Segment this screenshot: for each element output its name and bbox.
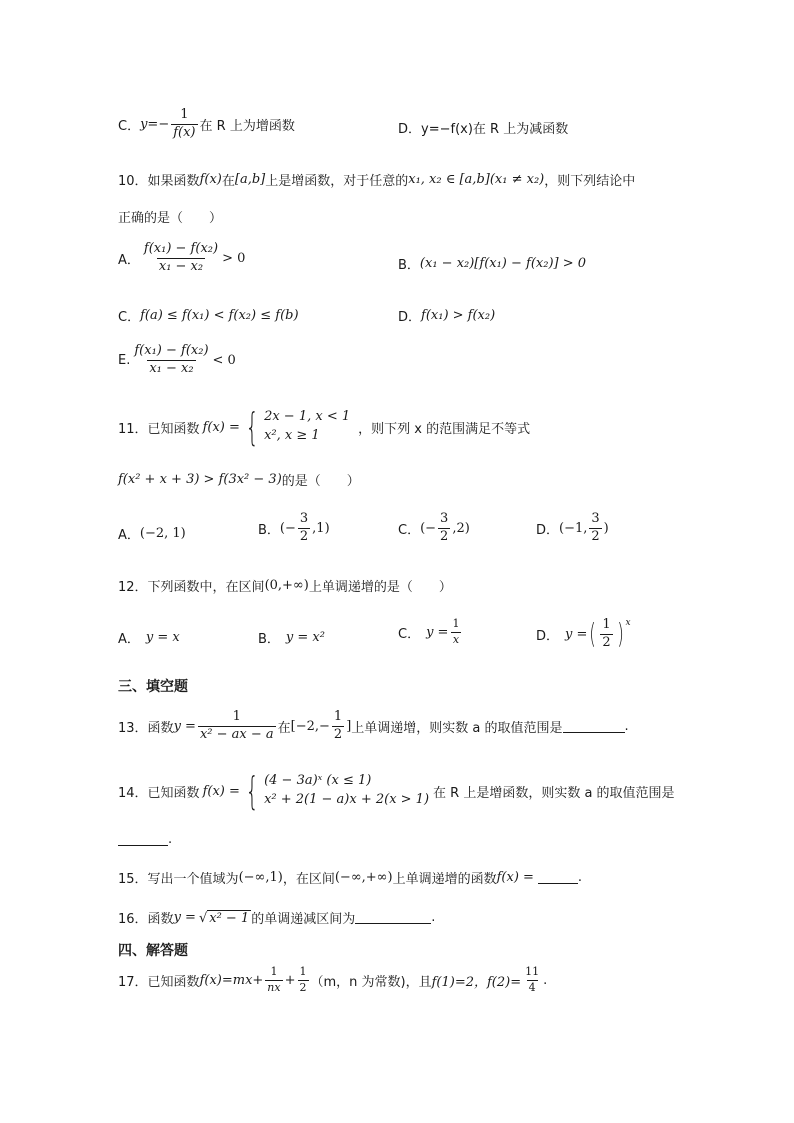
fraction — [450, 618, 461, 646]
stem-text: ，则下列 x 的范围满足不等式 — [358, 421, 531, 437]
answer-blank[interactable] — [563, 720, 625, 733]
q11-option-d — [536, 512, 609, 545]
fraction-denominator: nx — [267, 980, 281, 994]
option-expr: y = x — [145, 630, 180, 645]
q12-option-c — [398, 618, 463, 646]
option-label: E. — [118, 352, 131, 368]
option-label: C． — [398, 626, 421, 642]
q13-stem — [118, 710, 629, 743]
fraction-numerator: 1 — [333, 709, 343, 724]
math-expr: [−2,− — [290, 718, 330, 734]
q10-stem-line2 — [118, 207, 222, 226]
fraction-numerator: 3 — [299, 511, 309, 526]
stem-text: . — [168, 832, 173, 847]
section-heading-fill-in: 三、填空题 — [118, 679, 188, 695]
fraction-denominator: x₁ − x₂ — [158, 258, 204, 274]
q11-stem-line1 — [118, 405, 531, 449]
fraction-numerator: 1 — [270, 965, 278, 978]
stem-text: 的单调递减区间为 — [251, 912, 356, 927]
question-number: 15． — [118, 872, 148, 887]
fraction-denominator: 2 — [602, 634, 611, 650]
question-number: 12． — [118, 580, 148, 595]
math-expr: f(1)=2，f(2)= — [431, 974, 522, 990]
math-expr: y = — [173, 718, 196, 734]
option-label: B． — [398, 258, 420, 273]
math-expr: y = — [173, 910, 196, 925]
q15-stem — [118, 868, 582, 887]
fraction-numerator: 1 — [299, 965, 307, 978]
stem-text: 在 R 上是增函数，则实数 a 的取值范围是 — [433, 785, 675, 801]
math-expr: [a,b] — [234, 172, 266, 187]
option-label: C． — [118, 118, 141, 134]
stem-text: . — [543, 972, 548, 988]
radical-sign: √ — [198, 910, 208, 926]
q12-option-d — [536, 618, 631, 651]
stem-text: 已知函数 — [147, 974, 200, 990]
stem-text: 下列函数中，在区间 — [147, 580, 265, 595]
relation: > 0 — [222, 250, 246, 266]
q12-option-a — [118, 628, 180, 647]
option-label: D． — [536, 628, 560, 644]
q12-option-b — [258, 628, 325, 647]
fraction-numerator: f(x₁) − f(x₂) — [143, 241, 219, 256]
q11-stem-line2 — [118, 470, 360, 489]
q10-option-a — [118, 242, 245, 275]
option-expr: ,2) — [452, 520, 470, 536]
answer-blank[interactable] — [538, 871, 578, 884]
left-brace: { — [245, 769, 259, 813]
math-expr: (−∞,+∞) — [334, 870, 393, 885]
q10-option-b — [398, 254, 586, 273]
square-root — [199, 910, 251, 926]
option-label: B． — [258, 522, 280, 538]
stem-text: ，则下列结论中 — [544, 174, 636, 189]
math-expr: f(x) = — [496, 870, 534, 885]
stem-text: 上单调递增的是（ ） — [308, 580, 452, 595]
q11-option-c — [398, 512, 470, 545]
fraction-denominator: 2 — [299, 980, 307, 994]
q14-answer-line — [118, 832, 172, 847]
math-expr: + — [284, 972, 296, 988]
left-brace: { — [245, 405, 259, 449]
fraction-denominator: 2 — [333, 726, 343, 742]
fraction-numerator: 3 — [440, 511, 449, 526]
question-number: 11． — [118, 421, 148, 437]
option-expr: ,1) — [312, 520, 330, 536]
stem-text: 已知函数 — [147, 785, 200, 801]
question-number: 17． — [118, 974, 148, 990]
option-label: C． — [398, 522, 421, 538]
option-expr: y = — [565, 626, 588, 642]
option-label: C． — [118, 310, 141, 325]
option-label: D． — [398, 310, 422, 325]
math-expr: ] — [346, 718, 352, 734]
stem-text: . — [431, 910, 436, 925]
fraction — [142, 242, 220, 275]
option-expr: (x₁ − x₂)[f(x₁) − f(x₂)] > 0 — [419, 256, 587, 271]
math-expr: (−∞,1) — [238, 870, 283, 885]
stem-text: 上是增函数，对于任意的 — [265, 174, 409, 189]
option-expr: (−2, 1) — [139, 526, 186, 541]
option-label: D． — [536, 522, 560, 538]
q10-option-d — [398, 306, 495, 325]
fraction-denominator: x₁ − x₂ — [149, 360, 194, 376]
q9-option-c — [118, 108, 295, 141]
question-number: 14． — [118, 785, 148, 801]
option-expr: y=− — [140, 116, 170, 132]
q10-stem-line1 — [118, 170, 635, 189]
option-label: A． — [118, 632, 140, 647]
question-number: 13． — [118, 720, 148, 736]
math-expr: f(x) = — [202, 783, 240, 799]
fraction — [298, 966, 309, 994]
radicand: x² − 1 — [209, 910, 250, 926]
q14-stem — [118, 769, 675, 813]
fraction — [171, 108, 197, 141]
option-expr: (− — [420, 520, 437, 536]
q16-stem — [118, 908, 435, 927]
fraction-denominator: 2 — [299, 528, 309, 544]
q10-option-c — [118, 306, 299, 325]
exponent: x — [625, 618, 631, 628]
case-1: (4 − 3a)ˣ (x ≤ 1) — [264, 773, 372, 789]
answer-blank[interactable] — [355, 911, 431, 924]
option-label: A． — [118, 252, 140, 268]
fraction-denominator: f(x) — [173, 124, 196, 140]
q11-option-b — [258, 512, 330, 545]
fraction-numerator: 11 — [525, 965, 540, 978]
section-heading-answer: 四、解答题 — [118, 943, 188, 959]
fraction — [298, 512, 310, 545]
fraction-denominator: 4 — [528, 980, 536, 994]
math-expr: f(x) — [199, 172, 222, 187]
fraction-numerator: 1 — [452, 617, 460, 630]
option-expr: (−1, — [559, 520, 588, 536]
stem-text: . — [577, 870, 583, 885]
fraction-denominator: x² − ax − a — [199, 726, 274, 742]
fraction-denominator: 2 — [440, 528, 449, 544]
question-number: 10． — [118, 174, 148, 189]
case-1: 2x − 1, x < 1 — [264, 409, 351, 425]
relation: < 0 — [212, 352, 236, 368]
math-expr: f(x)=mx+ — [199, 972, 264, 988]
stem-text: ，在区间 — [282, 872, 335, 887]
option-label: B． — [258, 632, 280, 647]
option-label: D． — [398, 122, 422, 137]
case-2: x², x ≥ 1 — [264, 428, 320, 443]
option-text: 在 R 上为增函数 — [199, 118, 295, 134]
fraction-denominator: x — [452, 632, 460, 646]
fraction — [589, 512, 601, 545]
stem-text: 函数 — [147, 912, 174, 927]
piecewise-cases — [264, 772, 429, 810]
stem-text: 的是（ ） — [281, 474, 360, 489]
option-expr: ) — [603, 520, 609, 536]
fraction — [198, 710, 276, 743]
stem-text: 正确的是（ ） — [118, 211, 223, 226]
stem-text: 上单调递增的函数 — [392, 872, 497, 887]
fraction — [600, 618, 612, 651]
fraction — [265, 966, 282, 994]
q10-option-e — [118, 344, 236, 377]
case-2: x² + 2(1 − a)x + 2(x > 1) — [264, 792, 430, 807]
stem-text: 已知函数 — [147, 421, 200, 437]
q17-stem — [118, 966, 547, 994]
option-expr: y = — [426, 624, 449, 640]
fraction — [438, 512, 450, 545]
fraction-numerator: 1 — [232, 709, 241, 724]
piecewise-cases — [264, 408, 350, 446]
left-paren: ( — [589, 617, 597, 651]
option-expr: (− — [279, 520, 296, 536]
fraction-denominator: 2 — [591, 528, 600, 544]
fraction-numerator: f(x₁) − f(x₂) — [134, 343, 209, 358]
option-expr: f(x₁) > f(x₂) — [421, 308, 496, 323]
fraction-numerator: 3 — [591, 511, 600, 526]
fraction — [132, 344, 210, 377]
q9-option-d — [398, 118, 568, 137]
right-paren: ) — [616, 617, 624, 651]
fraction-numerator: 1 — [180, 107, 189, 122]
stem-text: 如果函数 — [147, 174, 200, 189]
math-expr: x₁, x₂ ∈ [a,b](x₁ ≠ x₂) — [408, 172, 545, 187]
math-expr: (0,+∞) — [264, 578, 309, 593]
fraction — [523, 966, 541, 994]
fraction — [332, 710, 344, 743]
q11-option-a — [118, 524, 186, 543]
q12-stem — [118, 576, 452, 595]
stem-text: 写出一个值域为 — [147, 872, 239, 887]
stem-text: （m，n 为常数)，且 — [310, 974, 432, 990]
option-label: A． — [118, 528, 140, 543]
option-expr: y = x² — [285, 630, 325, 645]
stem-text: . — [624, 718, 629, 734]
stem-text: 在 — [277, 720, 291, 736]
option-expr: f(a) ≤ f(x₁) < f(x₂) ≤ f(b) — [140, 308, 299, 323]
question-number: 16． — [118, 912, 148, 927]
stem-text: 上单调递增，则实数 a 的取值范围是 — [351, 720, 563, 736]
option-text: y=−f(x)在 R 上为减函数 — [421, 122, 569, 137]
math-expr: f(x) = — [202, 419, 240, 435]
math-expr: f(x² + x + 3) > f(3x² − 3) — [118, 472, 282, 487]
answer-blank[interactable] — [118, 833, 168, 846]
stem-text: 在 — [221, 174, 235, 189]
stem-text: 函数 — [147, 720, 174, 736]
fraction-numerator: 1 — [602, 617, 611, 632]
